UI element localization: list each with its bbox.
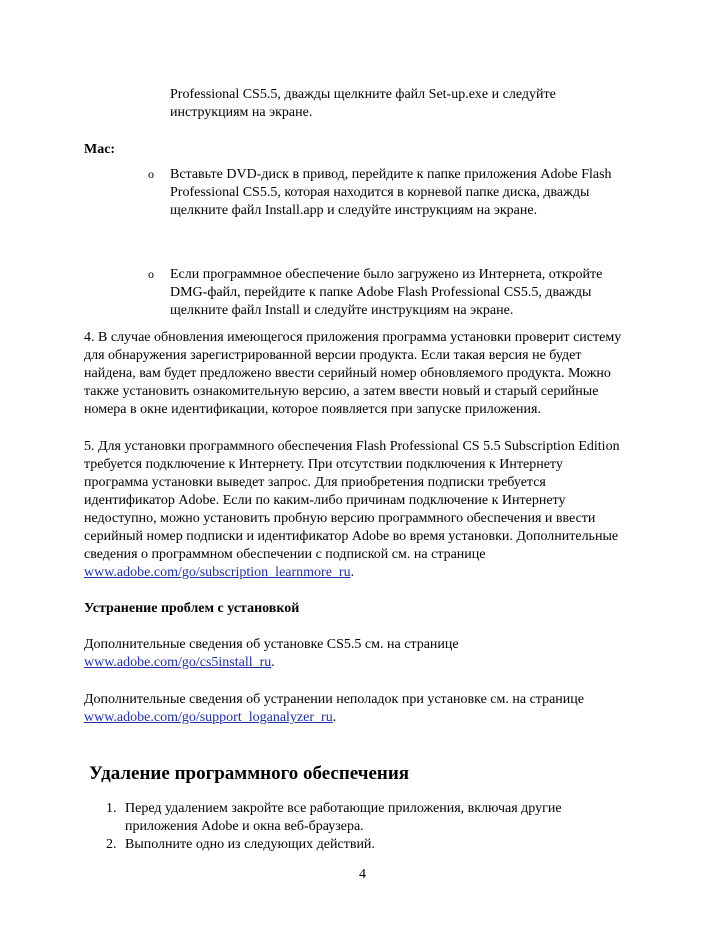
- paragraph-4-line: номера в окне идентификации, которое появляется при запуске приложения.: [84, 402, 541, 417]
- loganalyzer-link-line: [84, 709, 336, 727]
- step-line: приложения Adobe и окна веб-браузера.: [125, 819, 364, 834]
- text-line: Professional CS5.5, дважды щелкните файл Set-up.exe и следуйте: [170, 87, 556, 102]
- list-item-line: Professional CS5.5, которая находится в корневой папке диска, дважды: [170, 185, 590, 200]
- paragraph-5-link-line: [84, 564, 354, 582]
- list-item-line: щелкните файл Install и следуйте инструкциям на экране.: [170, 303, 514, 318]
- period: .: [350, 565, 355, 580]
- loganalyzer-link[interactable]: www.adobe.com/go/support_loganalyzer_ru: [84, 710, 333, 725]
- list-item-line: Вставьте DVD-диск в привод, перейдите к папке приложения Adobe Flash: [170, 167, 612, 182]
- paragraph-5-line: идентификатор Adobe. Если по каким-либо причинам подключение к Интернету: [84, 493, 566, 508]
- mac-heading: Mac:: [84, 142, 116, 157]
- paragraph-5-line: сведения о программном обеспечении с подпиской см. на странице: [84, 547, 486, 562]
- list-item-line: щелкните файл Install.app и следуйте инструкциям на экране.: [170, 203, 538, 218]
- paragraph-4-line: для обнаружения зарегистрированной версии продукта. Если такая версия не будет: [84, 348, 582, 363]
- paragraph-5-line: недоступно, можно установить пробную версию программного обеспечения и ввести: [84, 511, 596, 526]
- uninstall-heading: Удаление программного обеспечения: [89, 763, 410, 784]
- period: .: [271, 655, 275, 670]
- loganalyzer-text: Дополнительные сведения об устранении неполадок при установке см. на странице: [84, 692, 584, 707]
- paragraph-5-line: требуется подключение к Интернету. При отсутствии подключения к Интернету: [84, 457, 563, 472]
- troubleshoot-heading: Устранение проблем с установкой: [84, 601, 300, 616]
- cs5install-link-line: [84, 654, 275, 672]
- paragraph-4-line: 4. В случае обновления имеющегося приложения программа установки проверит систему: [84, 330, 622, 345]
- bullet-icon: o: [148, 167, 154, 181]
- subscription-link[interactable]: www.adobe.com/go/subscription_learnmore_ru: [84, 565, 351, 580]
- paragraph-5-line: серийный номер подписки и идентификатор Adobe во время установки. Дополнительные: [84, 529, 619, 544]
- paragraph-4-line: найдена, вам будет предложено ввести серийный номер обновляемого продукта. Можно: [84, 366, 611, 381]
- paragraph-5-line: 5. Для установки программного обеспечения Flash Professional CS 5.5 Subscription Edition: [84, 439, 620, 454]
- step-line: Перед удалением закройте все работающие приложения, включая другие: [125, 801, 562, 816]
- page-number: 4: [359, 867, 366, 882]
- step-number: 2.: [106, 837, 117, 852]
- paragraph-4-line: также установить ознакомительную версию, а затем ввести новый и старый серийные: [84, 384, 599, 399]
- period: .: [332, 710, 337, 725]
- text-line: инструкциям на экране.: [170, 105, 313, 120]
- step-line: Выполните одно из следующих действий.: [125, 837, 375, 852]
- paragraph-5-line: программа установки выведет запрос. Для приобретения подписки требуется: [84, 475, 546, 490]
- bullet-icon: o: [148, 267, 154, 281]
- list-item-line: Если программное обеспечение было загружено из Интернета, откройте: [170, 267, 603, 282]
- list-item-line: DMG-файл, перейдите к папке Adobe Flash Professional CS5.5, дважды: [170, 285, 592, 300]
- cs5install-text: Дополнительные сведения об установке CS5.5 см. на странице: [84, 637, 459, 652]
- step-number: 1.: [106, 801, 117, 816]
- cs5install-link[interactable]: www.adobe.com/go/cs5install_ru: [84, 655, 272, 670]
